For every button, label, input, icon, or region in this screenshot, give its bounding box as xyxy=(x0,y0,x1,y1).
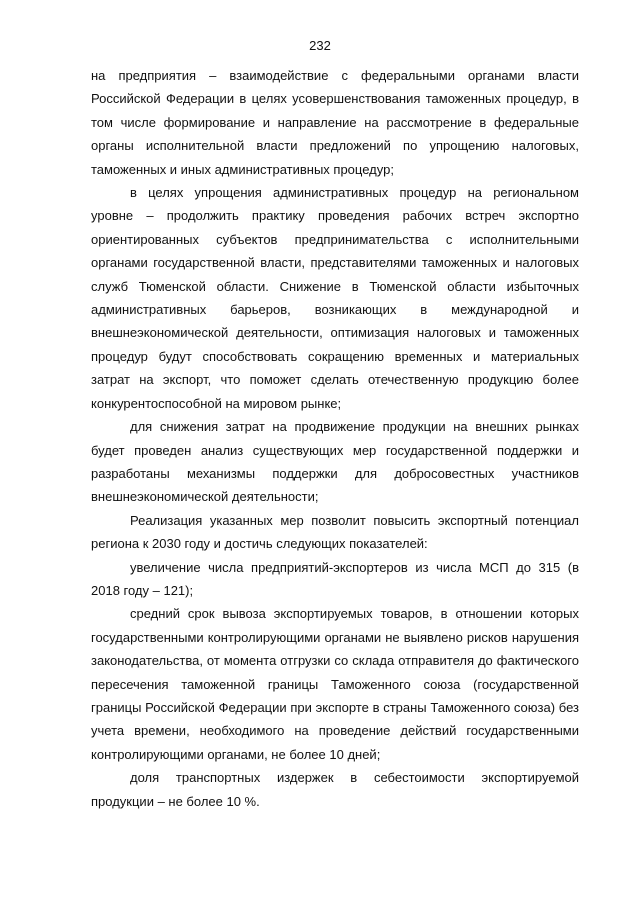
body-text xyxy=(91,64,579,813)
paragraph-indicator-transport-costs: доля транспортных издержек в себестоимости экспортируемой продукции – не более 10 %. xyxy=(91,770,579,809)
paragraph-indicator-export-time: средний срок вывоза экспортируемых товаров, в отношении которых государственными контролирующими органами не выявлено рисков нарушения законодательства, от момента отгрузки со склада отправителя до фактического пересечения таможенной границы Таможенного союза (государственной границы Российской Федерации при экспорте в страны Таможенного союза) без учета времени, необходимого на проведение действий государственными контролирующими органами, не более 10 дней; xyxy=(91,606,579,762)
paragraph-continuation: на предприятия – взаимодействие с федеральными органами власти Российской Федерации в целях усовершенствования таможенных процедур, в том числе формирование и направление на рассмотрение в федеральные органы исполнительной власти предложений по упрощению налоговых, таможенных и иных административных процедур; xyxy=(91,68,579,177)
paragraph-cost-reduction: для снижения затрат на продвижение продукции на внешних рынках будет проведен анализ существующих мер государственной поддержки и разработаны механизмы поддержки для добросовестных участников внешнеэкономической деятельности; xyxy=(91,419,579,505)
paragraph-admin-procedures: в целях упрощения административных процедур на региональном уровне – продолжить практику проведения рабочих встреч экспортно ориентированных субъектов предпринимательства с исполнительными органами государственной власти, представителями таможенных и налоговых служб Тюменской области. Снижение в Тюменской области избыточных административных барьеров, возникающих в международной и внешнеэкономической деятельности, оптимизация налоговых и таможенных процедур будут способствовать сокращению временных и материальных затрат на экспорт, что поможет сделать отечественную продукцию более конкурентоспособной на мировом рынке; xyxy=(91,185,579,411)
page-number: 232 xyxy=(309,38,331,53)
paragraph-measures-summary: Реализация указанных мер позволит повысить экспортный потенциал региона к 2030 году и достичь следующих показателей: xyxy=(91,512,579,552)
paragraph-indicator-exporters: увеличение числа предприятий-экспортеров из числа МСП до 315 (в 2018 году – 121); xyxy=(91,559,579,598)
